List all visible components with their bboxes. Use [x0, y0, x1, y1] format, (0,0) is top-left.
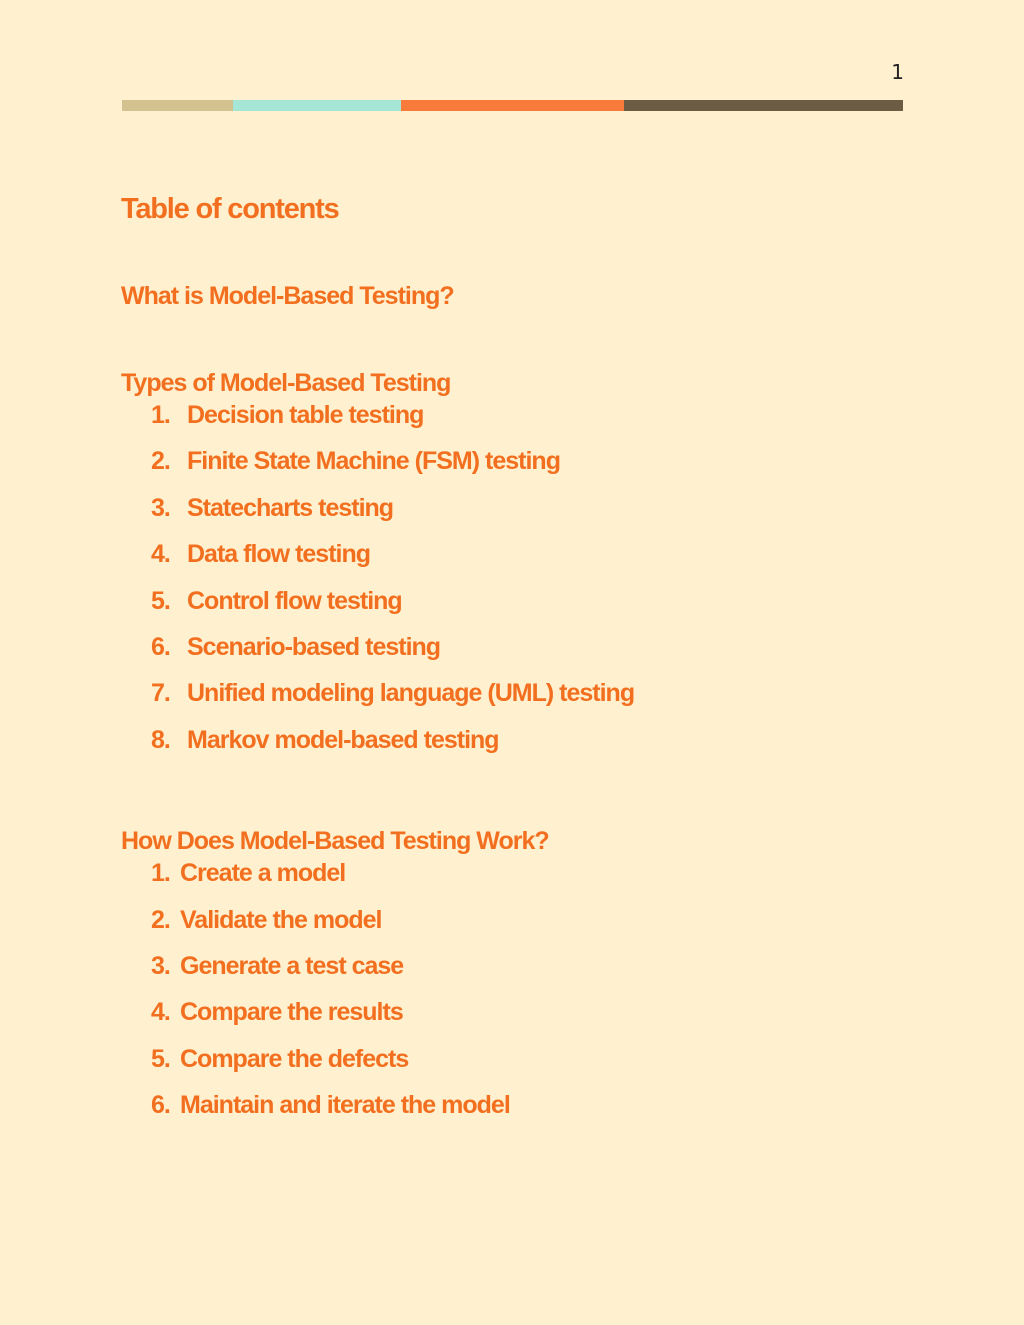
list-item[interactable] — [151, 1043, 901, 1089]
list-item-number: 2. — [151, 905, 170, 934]
list-item-number: 5. — [151, 1044, 170, 1073]
color-bar-segment — [624, 100, 903, 111]
list-item-number: 2. — [151, 447, 170, 476]
list-item-number: 6. — [151, 1091, 170, 1120]
list-item-number: 3. — [151, 951, 170, 980]
list-item[interactable] — [151, 492, 901, 538]
toc-title: Table of contents — [121, 193, 339, 225]
decorative-color-bar — [122, 100, 903, 111]
list-item-number: 6. — [151, 632, 170, 661]
list-item-number: 1. — [151, 859, 170, 888]
list-item-label: Decision table testing — [187, 401, 424, 429]
list-item-label: Statecharts testing — [187, 493, 394, 522]
list-item-number: 7. — [151, 679, 170, 708]
list-item[interactable] — [151, 996, 901, 1042]
list-item-label: Create a model — [180, 859, 346, 888]
types-list — [121, 399, 901, 770]
list-item-number: 1. — [151, 401, 170, 429]
list-item-number: 4. — [151, 540, 170, 569]
list-item-label: Control flow testing — [187, 586, 402, 615]
list-item-number: 8. — [151, 725, 170, 754]
toc-section-what-is-mbt[interactable]: What is Model-Based Testing? — [121, 282, 454, 310]
list-item-number: 5. — [151, 586, 170, 615]
list-item-label: Unified modeling language (UML) testing — [187, 679, 635, 708]
list-item-label: Finite State Machine (FSM) testing — [187, 447, 560, 476]
list-item[interactable] — [151, 631, 901, 677]
list-item-label: Scenario-based testing — [187, 632, 441, 661]
list-item-label: Maintain and iterate the model — [180, 1091, 510, 1120]
list-item-label: Compare the results — [180, 998, 403, 1027]
list-item-label: Data flow testing — [187, 540, 371, 569]
color-bar-segment — [122, 100, 233, 111]
list-item[interactable] — [151, 724, 901, 770]
color-bar-segment — [233, 100, 401, 111]
list-item-number: 4. — [151, 998, 170, 1027]
list-item[interactable] — [151, 1089, 901, 1135]
list-item[interactable] — [151, 677, 901, 723]
list-item[interactable] — [151, 399, 901, 445]
list-item[interactable] — [151, 950, 901, 996]
list-item-label: Markov model-based testing — [187, 725, 499, 754]
toc-section-types-of-mbt[interactable]: Types of Model-Based Testing — [121, 369, 451, 397]
table-of-contents — [121, 190, 901, 1135]
steps-list — [121, 857, 901, 1135]
list-item[interactable] — [151, 445, 901, 491]
list-item[interactable] — [151, 538, 901, 584]
toc-section-how-mbt-works[interactable]: How Does Model-Based Testing Work? — [121, 827, 549, 856]
list-item-label: Validate the model — [180, 905, 382, 934]
list-item[interactable] — [151, 585, 901, 631]
list-item-label: Compare the defects — [180, 1044, 409, 1073]
color-bar-segment — [401, 100, 624, 111]
page-number: 1 — [891, 60, 904, 84]
list-item[interactable] — [151, 857, 901, 903]
list-item-label: Generate a test case — [180, 951, 404, 980]
list-item[interactable] — [151, 904, 901, 950]
list-item-number: 3. — [151, 493, 170, 522]
